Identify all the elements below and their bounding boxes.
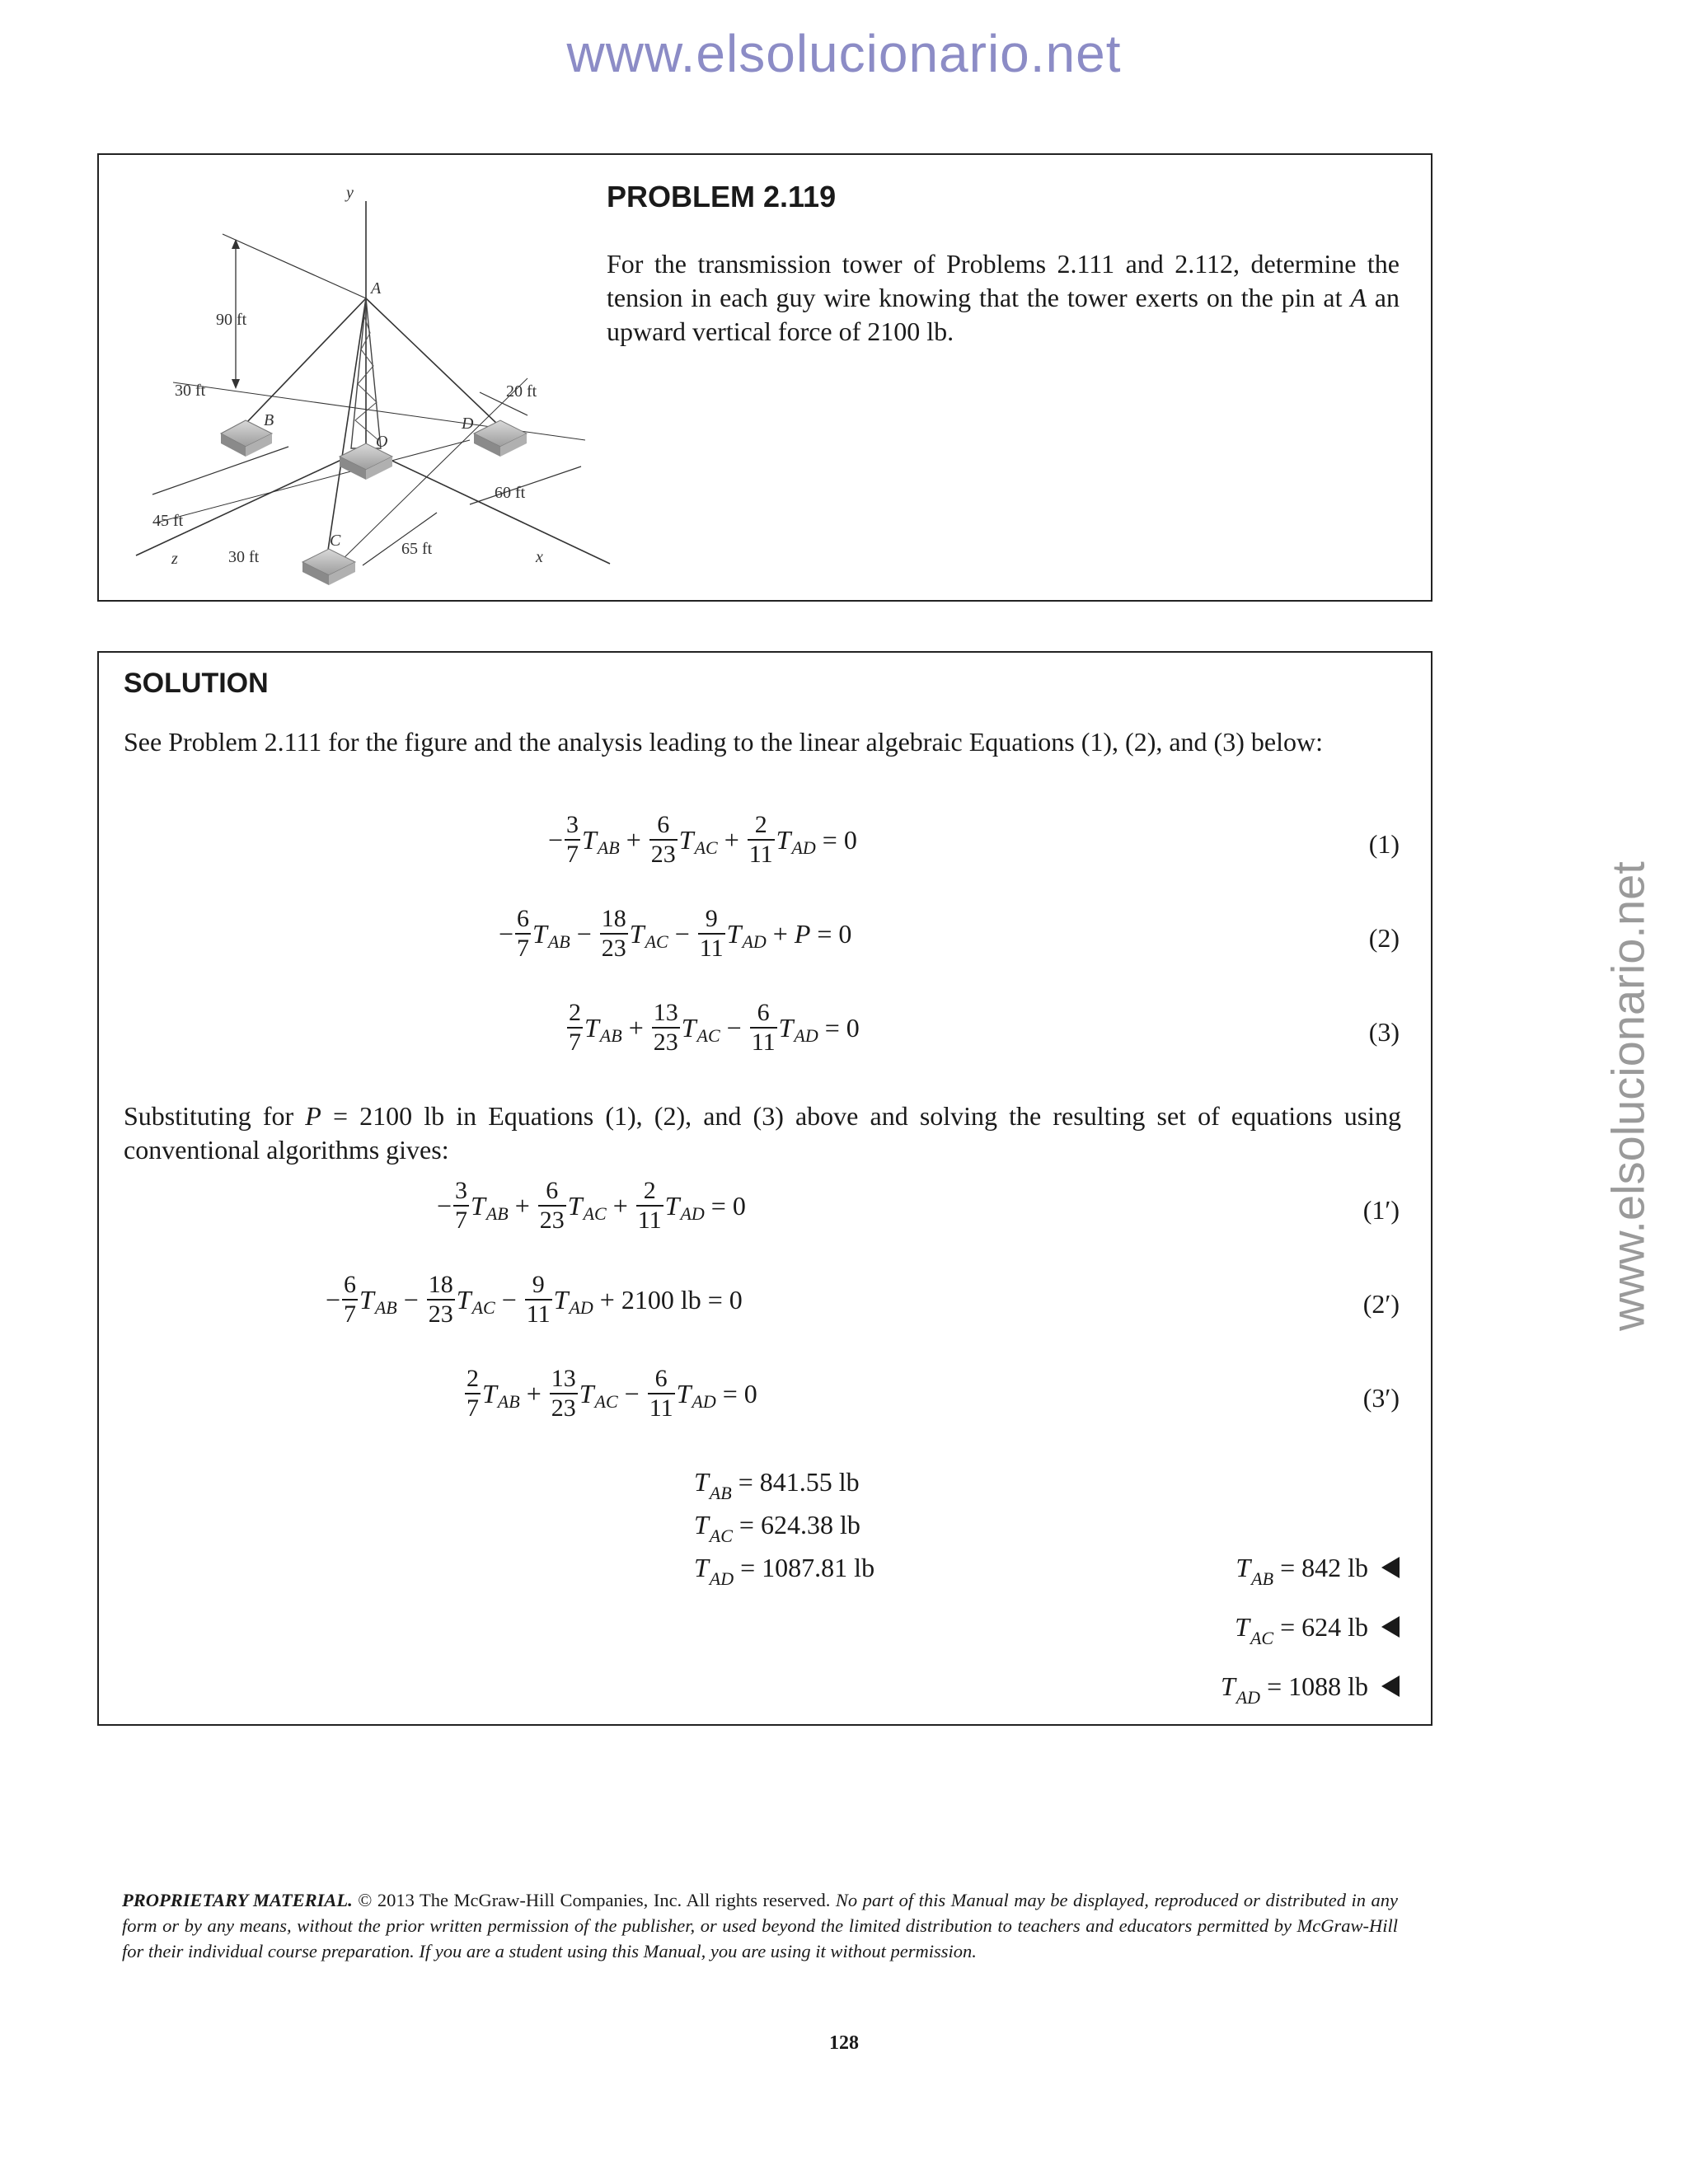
final-answer-T-AC: $T_{AC} = 624$ lb [1235,1612,1400,1643]
watermark-side: www.elsolucionario.net [1601,861,1654,1331]
dim-90-label: 90 ft [216,311,247,329]
dim-45-label: 45 ft [152,512,184,530]
equation-3-prime: $\frac{2}{7}$ T AB + $\frac{13}{23}$ T AC − $\frac{6}{11}$ T AD = 0 [467,1365,757,1422]
equation-2: − $\frac{6}{7}$ T AB − $\frac{18}{23}$ T AC − $\frac{9}{11}$ T AD + P = 0 [499,905,852,962]
final-answer-T-AB: $T_{AB} = 842$ lb [1236,1553,1400,1583]
solution-title: SOLUTION [124,668,269,699]
answer-marker-icon [1381,1616,1400,1638]
solution-intro: See Problem 2.111 for the figure and the analysis leading to the linear algebraic Equations (1), (2), and (3) below: [124,727,1323,757]
z-axis-label: z [171,550,178,568]
equation-1-prime: − $\frac{3}{7}$ T AB + $\frac{6}{23}$ T AC + $\frac{2}{11}$ T AD = 0 [437,1177,746,1234]
proprietary-footer: PROPRIETARY MATERIAL. © 2013 The McGraw-Hill Companies, Inc. All rights reserved. No part of this Manual may be displayed, reproduced or distributed in any form or by any means, without the prior written permission of the publisher, or used beyond the limited distribution to teachers and educators permitted by McGraw-Hill for their individual course preparation. If you are a student using this Manual, you are using it without permission. [122,1890,1398,1961]
equation-2-prime: − $\frac{6}{7}$ T AB − $\frac{18}{23}$ T AC − $\frac{9}{11}$ T AD + 2100 lb = 0 [326,1271,743,1328]
y-axis-label: y [346,184,354,202]
dim-30-bottom-label: 30 ft [228,548,260,566]
point-B-label: B [264,411,274,429]
result-T-AC: $T_{AC} = 624.38$ lb [694,1510,860,1546]
equation-3-prime-number: (3′) [1362,1383,1400,1413]
equation-1-prime-number: (1′) [1362,1195,1400,1225]
point-O-label: O [376,433,388,451]
point-A-label: A [371,279,382,298]
dim-30-top-label: 30 ft [175,382,206,400]
dim-60-label: 60 ft [495,484,526,502]
dim-20-label: 20 ft [506,382,537,401]
problem-statement: For the transmission tower of Problems 2.111 and 2.112, determine the tension in each guy wire knowing that the tower exerts on the pin at A an upward vertical force of 2100 lb. [607,249,1400,346]
answer-marker-icon [1381,1675,1400,1697]
dim-65-label: 65 ft [401,540,433,558]
substitution-paragraph: Substituting for P = 2100 lb in Equations (1), (2), and (3) above and solving the resulting set of equations using conventional algorithms gives: [124,1101,1402,1165]
problem-box [97,153,1432,602]
solution-box [97,651,1432,1726]
equation-2-prime-number: (2′) [1362,1289,1400,1319]
result-T-AB: $T_{AB} = 841.55$ lb [694,1467,860,1503]
tower-figure [124,168,618,588]
point-D-label: D [462,415,474,433]
watermark-top: www.elsolucionario.net [566,24,1122,83]
equation-1-number: (1) [1368,829,1400,859]
answer-marker-icon [1381,1557,1400,1578]
page-number: 128 [829,2032,859,2054]
x-axis-label: x [536,548,543,566]
equation-2-number: (2) [1368,923,1400,953]
equation-3-number: (3) [1368,1017,1400,1047]
result-T-AD: $T_{AD} = 1087.81$ lb [694,1553,875,1589]
problem-title: PROBLEM 2.119 [607,180,837,213]
final-answer-T-AD: $T_{AD} = 1088$ lb [1221,1671,1400,1702]
point-C-label: C [330,532,341,550]
equation-3: $\frac{2}{7}$ T AB + $\frac{13}{23}$ T AC − $\frac{6}{11}$ T AD = 0 [569,999,860,1056]
equation-1: − $\frac{3}{7}$ T AB + $\frac{6}{23}$ T AC + $\frac{2}{11}$ T AD = 0 [548,811,857,868]
